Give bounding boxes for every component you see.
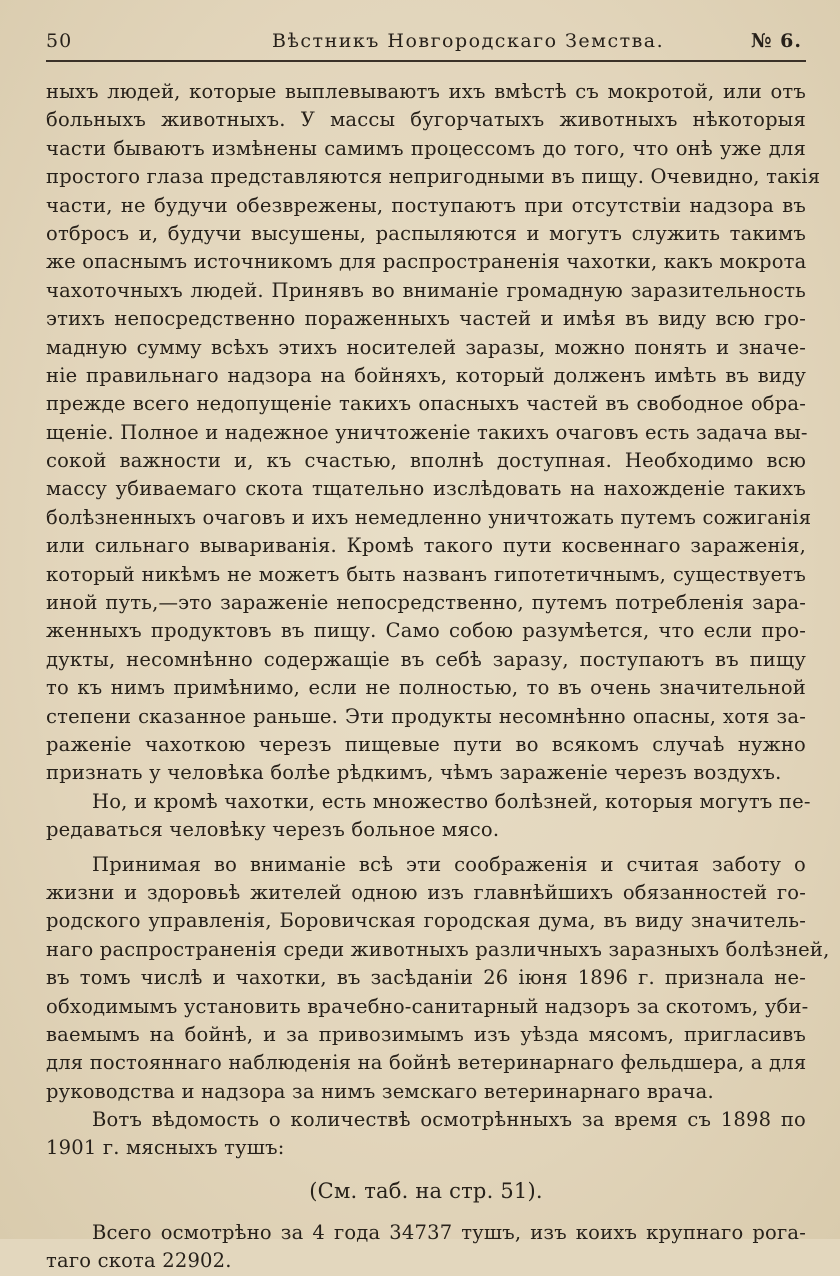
body-text xyxy=(46,78,830,1276)
text-line: части, не будучи обезврежены, поступаютъ при отсутствіи надзора въ xyxy=(46,193,806,217)
text-line: болѣзненныхъ очаговъ и ихъ немедленно уничтожать путемъ сожиганія xyxy=(46,505,812,529)
text-line: жизни и здоровьѣ жителей одною изъ главнѣйшихъ обязанностей го- xyxy=(46,880,806,904)
text-line: части бываютъ измѣнены самимъ процессомъ до того, что онѣ уже для xyxy=(46,136,806,160)
text-line: или сильнаго вывариванія. Кромѣ такого пути косвеннаго зараженія, xyxy=(46,534,806,558)
text-line: обходимымъ установить врачебно-санитарный надзоръ за скотомъ, уби- xyxy=(46,994,809,1018)
text-line: сокой важности и, къ счастью, вполнѣ доступная. Необходимо всю xyxy=(46,449,806,473)
text-line: отбросъ и, будучи высушены, распыляются и могутъ служить такимъ xyxy=(46,221,806,245)
issue-number: № 6. xyxy=(750,30,802,52)
text-line: этихъ непосредственно пораженныхъ частей и имѣя въ виду всю гро- xyxy=(46,307,806,331)
text-line: же опаснымъ источникомъ для распространенія чахотки, какъ мокрота xyxy=(46,250,807,274)
text-line: ныхъ людей, которые выплевываютъ ихъ вмѣстѣ съ мокротой, или отъ xyxy=(46,80,806,103)
page-number: 50 xyxy=(46,30,73,52)
text-line: дукты, несомнѣнно содержащіе въ себѣ заразу, поступаютъ въ пищу xyxy=(46,647,806,671)
table-reference: (См. таб. на стр. 51). xyxy=(309,1178,543,1203)
text-line: наго распространенія среди животныхъ различныхъ заразныхъ болѣзней, xyxy=(46,937,830,961)
text-line: родского управленія, Боровичская городская дума, въ виду значитель- xyxy=(46,909,806,933)
text-line: больныхъ животныхъ. У массы бугорчатыхъ животныхъ нѣкоторыя xyxy=(46,108,806,132)
text-line: ваемымъ на бойнѣ, и за привозимымъ изъ уѣзда мясомъ, пригласивъ xyxy=(46,1022,806,1046)
text-line: чахоточныхъ людей. Принявъ во вниманіе громадную заразительность xyxy=(46,278,806,302)
text-line: въ томъ числѣ и чахотки, въ засѣданіи 26 іюня 1896 г. признала не- xyxy=(46,966,806,990)
text-line: женныхъ продуктовъ въ пищу. Само собою разумѣется, что если про- xyxy=(46,619,806,643)
text-line: редаваться человѣку черезъ больное мясо. xyxy=(46,818,500,842)
paragraph-start-line: Но, и кромѣ чахотки, есть множество болѣзней, которыя могутъ пе- xyxy=(92,789,811,813)
text-line: прежде всего недопущеніе такихъ опасныхъ частей въ свободное обра- xyxy=(46,392,806,416)
text-line: щеніе. Полное и надежное уничтоженіе такихъ очаговъ есть задача вы- xyxy=(46,420,808,444)
text-line: признать у человѣка болѣе рѣдкимъ, чѣмъ зараженіе черезъ воздухъ. xyxy=(46,761,782,785)
paragraph-start-line: Вотъ вѣдомость о количествѣ осмотрѣнныхъ за время съ 1898 по xyxy=(92,1108,806,1132)
text-line: 1901 г. мясныхъ тушъ: xyxy=(46,1136,285,1160)
text-line: руководства и надзора за нимъ земскаго ветеринарнаго врача. xyxy=(46,1079,714,1103)
journal-title: Вѣстникъ Новгородскаго Земства. xyxy=(272,30,665,52)
paragraph-start-line: Принимая во вниманіе всѣ эти соображенія и считая заботу о xyxy=(92,852,806,876)
running-header xyxy=(46,30,802,60)
header-rule xyxy=(46,60,806,62)
text-line: раженіе чахоткою черезъ пищевые пути во всякомъ случаѣ нужно xyxy=(46,732,806,756)
text-line: мадную сумму всѣхъ этихъ носителей заразы, можно понять и значе- xyxy=(46,335,806,359)
text-line: массу убиваемаго скота тщательно изслѣдовать на нахожденіе такихъ xyxy=(46,477,806,501)
text-line: простого глаза представляются непригодными въ пищу. Очевидно, такія xyxy=(46,165,821,189)
text-line: то къ нимъ примѣнимо, если не полностью, то въ очень значительной xyxy=(46,676,806,700)
text-line: который никѣмъ не можетъ быть названъ гипотетичнымъ, существуетъ xyxy=(46,562,806,586)
paragraph-start-line: Всего осмотрѣно за 4 года 34737 тушъ, изъ коихъ крупнаго рога- xyxy=(92,1220,806,1244)
text-line: степени сказанное раньше. Эти продукты несомнѣнно опасны, хотя за- xyxy=(46,704,806,728)
text-line: для постояннаго наблюденія на бойнѣ ветеринарнаго фельдшера, а для xyxy=(46,1051,807,1075)
text-line: ніе правильнаго надзора на бойняхъ, который долженъ имѣть въ виду xyxy=(46,363,806,387)
text-line: таго скота 22902. xyxy=(46,1249,232,1273)
text-line: иной путь,—это зараженіе непосредственно, путемъ потребленія зара- xyxy=(46,591,806,615)
